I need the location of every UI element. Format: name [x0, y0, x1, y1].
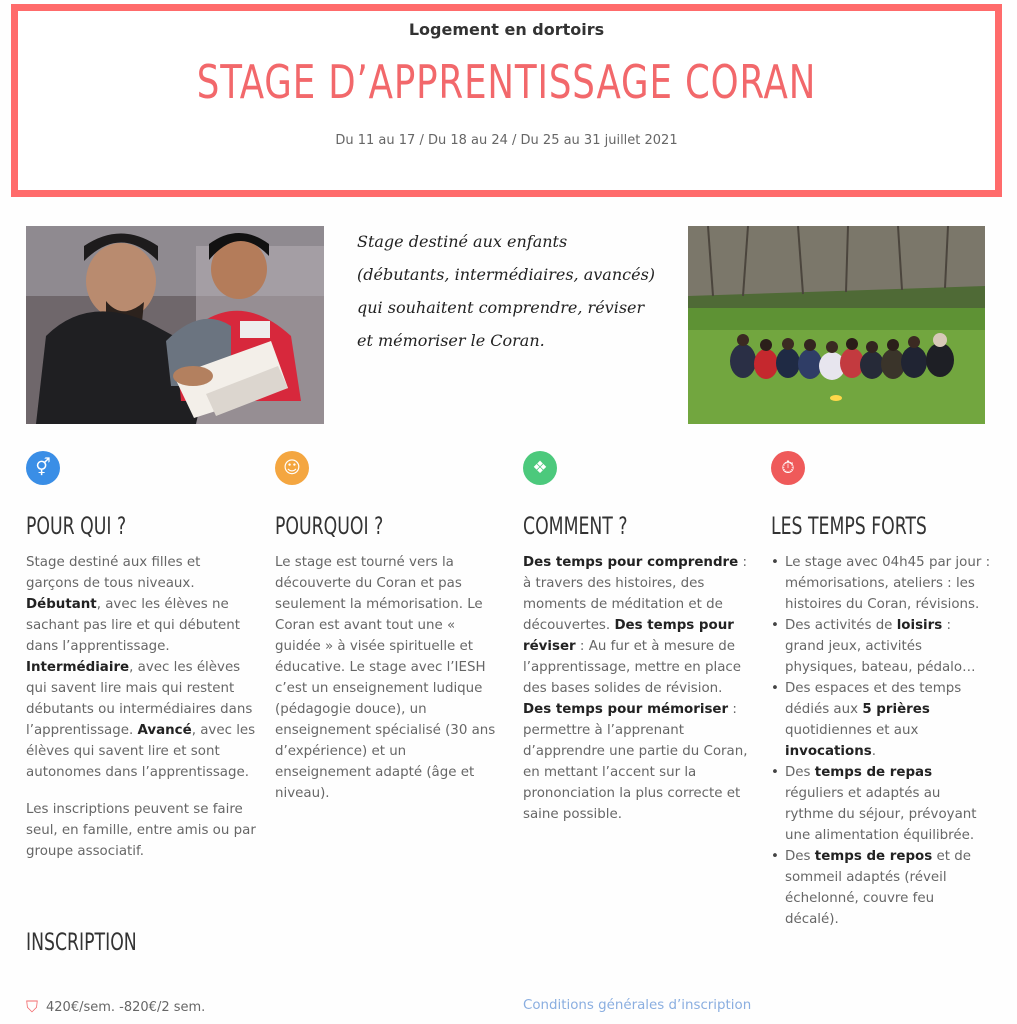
timer-icon: ⏱	[771, 451, 805, 485]
column-highlights	[771, 451, 991, 930]
page-header	[11, 4, 1002, 197]
list-item: • Des temps de repas réguliers et adaptés au rythme du séjour, prévoyant une alimentation équilibrée.	[771, 762, 991, 846]
list-item: • Des espaces et des temps dédiés aux 5 prières quotidiennes et aux invocations.	[771, 678, 991, 762]
column-title: LES TEMPS FORTS	[771, 512, 927, 540]
column-text: Des temps pour comprendre : à travers des histoires, des moments de méditation et de découvertes. Des temps pour réviser : Au fur et à mesure de l’apprentissage, mettre en place des bases solides de révision. Des temps pour mémoriser : permettre à l’apprenant d’apprendre une partie du Coran, en mettant l’accent sur la prononciation la plus correcte et saine possible.	[523, 555, 748, 822]
accommodation-label: Logement en dortoirs	[408, 20, 605, 39]
list-item: • Des activités de loisirs : grand jeux, activités physiques, bateau, pédalo…	[771, 615, 991, 678]
column-who	[26, 451, 256, 862]
page-title: STAGE D’APPRENTISSAGE CORAN	[196, 55, 817, 109]
price	[26, 997, 205, 1017]
column-text: Stage destiné aux filles et garçons de tous niveaux. Débutant, avec les élèves ne sachant pas lire et qui débutent dans l’apprentissage. Intermédiaire, avec les élèves qui savent lire mais qui restent débutants ou intermédiaires dans l’apprentissage. Avancé, avec les élèves qui savent lire et sont autonomes dans l’apprentissage.	[26, 555, 256, 780]
column-title: POURQUOI ?	[275, 512, 384, 540]
column-text-secondary: Les inscriptions peuvent se faire seul, en famille, entre amis ou par groupe associatif.	[26, 802, 256, 859]
teacher-child-photo	[26, 226, 324, 424]
inscription-title: INSCRIPTION	[26, 928, 137, 956]
gender-icon: ⚥	[26, 451, 60, 485]
list-item: • Le stage avec 04h45 par jour : mémorisations, ateliers : les histoires du Coran, révisions.	[771, 552, 991, 615]
price-text: 420€/sem. -820€/2 sem.	[46, 999, 206, 1015]
outdoor-group-photo	[688, 226, 985, 424]
column-how	[523, 451, 753, 825]
smile-icon: ☺	[275, 451, 309, 485]
column-title: POUR QUI ?	[26, 512, 127, 540]
tag-icon: ⛉	[26, 997, 39, 1016]
column-text: Le stage est tourné vers la découverte du Coran et pas seulement la mémorisation. Le Coran est avant tout une « guidée » à visée spirituelle et éducative. Le stage avec l’IESH c’est un enseignement ludique (pédagogie douce), un enseignement spécialisé (30 ans d’expérience) et un enseignement adapté (âge et niveau).	[275, 555, 496, 801]
list-item: • Des temps de repos et de sommeil adaptés (réveil échelonné, couvre feu décalé).	[771, 846, 991, 930]
column-title: COMMENT ?	[523, 512, 628, 540]
column-why	[275, 451, 505, 804]
session-dates: Du 11 au 17 / Du 18 au 24 / Du 25 au 31 juillet 2021	[335, 133, 678, 148]
terms-link[interactable]: Conditions générales d’inscription	[523, 998, 752, 1013]
intro-text: Stage destiné aux enfants (débutants, intermédiaires, avancés) qui souhaitent comprendre, réviser et mémoriser le Coran.	[357, 232, 656, 350]
highlights-list	[771, 552, 991, 930]
blocks-icon: ❖	[523, 451, 557, 485]
